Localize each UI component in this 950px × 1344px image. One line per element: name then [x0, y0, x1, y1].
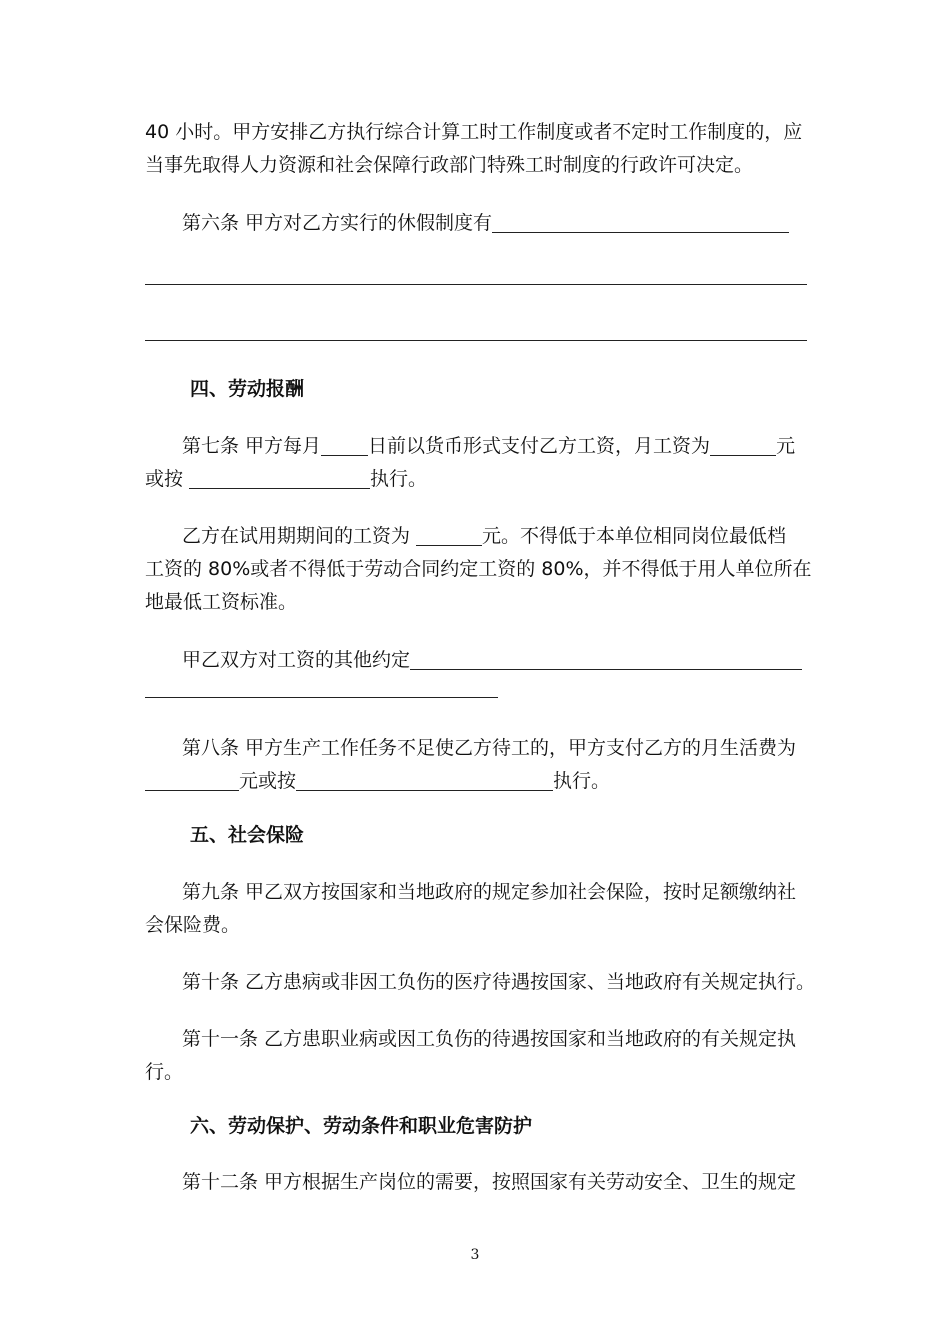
blank-line [145, 284, 807, 285]
article-12: 第十二条 甲方根据生产岗位的需要，按照国家有关劳动安全、卫生的规定 [182, 1171, 797, 1193]
article-10: 第十条 乙方患病或非因工负伤的医疗待遇按国家、当地政府有关规定执行。 [182, 971, 816, 993]
article-11: 第十一条 乙方患职业病或因工负伤的待遇按国家和当地政府的有关规定执 [182, 1028, 797, 1050]
blank-field [710, 436, 776, 456]
blank-field [145, 771, 239, 791]
article-8: 第八条 甲方生产工作任务不足使乙方待工的，甲方支付乙方的月生活费为 [182, 737, 797, 759]
article-9: 第九条 甲乙双方按国家和当地政府的规定参加社会保险，按时足额缴纳社 [182, 881, 797, 903]
paragraph-line: 会保险费。 [145, 914, 241, 936]
other-wage-agreement: 甲乙双方对工资的其他约定 [182, 645, 802, 675]
probation-wage: 乙方在试用期期间的工资为 元。不得低于本单位相同岗位最低档 [182, 525, 787, 547]
blank-field [416, 526, 482, 546]
article-6: 第六条 甲方对乙方实行的休假制度有 [182, 208, 789, 238]
section-heading-4: 四、劳动报酬 [190, 378, 305, 400]
blank-field [492, 213, 789, 233]
section-heading-5: 五、社会保险 [190, 824, 305, 846]
article-8-cont: 元或按 执行。 [145, 766, 610, 796]
article-7: 第七条 甲方每月 日前以货币形式支付乙方工资，月工资为 元 [182, 435, 796, 457]
blank-line [145, 697, 498, 698]
paragraph-line: 地最低工资标准。 [145, 591, 298, 613]
paragraph-line: 工资的 80%或者不得低于劳动合同约定工资的 80%，并不得低于用人单位所在 [145, 558, 812, 580]
paragraph-line: 行。 [145, 1061, 184, 1083]
paragraph-line: 当事先取得人力资源和社会保障行政部门特殊工时制度的行政许可决定。 [145, 154, 754, 176]
blank-field [189, 469, 370, 489]
blank-field [296, 771, 553, 791]
blank-field [321, 436, 368, 456]
paragraph-line: 40 小时。甲方安排乙方执行综合计算工时工作制度或者不定时工作制度的，应 [145, 121, 803, 143]
blank-field [410, 650, 802, 670]
section-heading-6: 六、劳动保护、劳动条件和职业危害防护 [190, 1115, 533, 1137]
blank-line [145, 340, 807, 341]
page-number: 3 [470, 1247, 480, 1263]
article-7-cont: 或按 执行。 [145, 468, 428, 490]
